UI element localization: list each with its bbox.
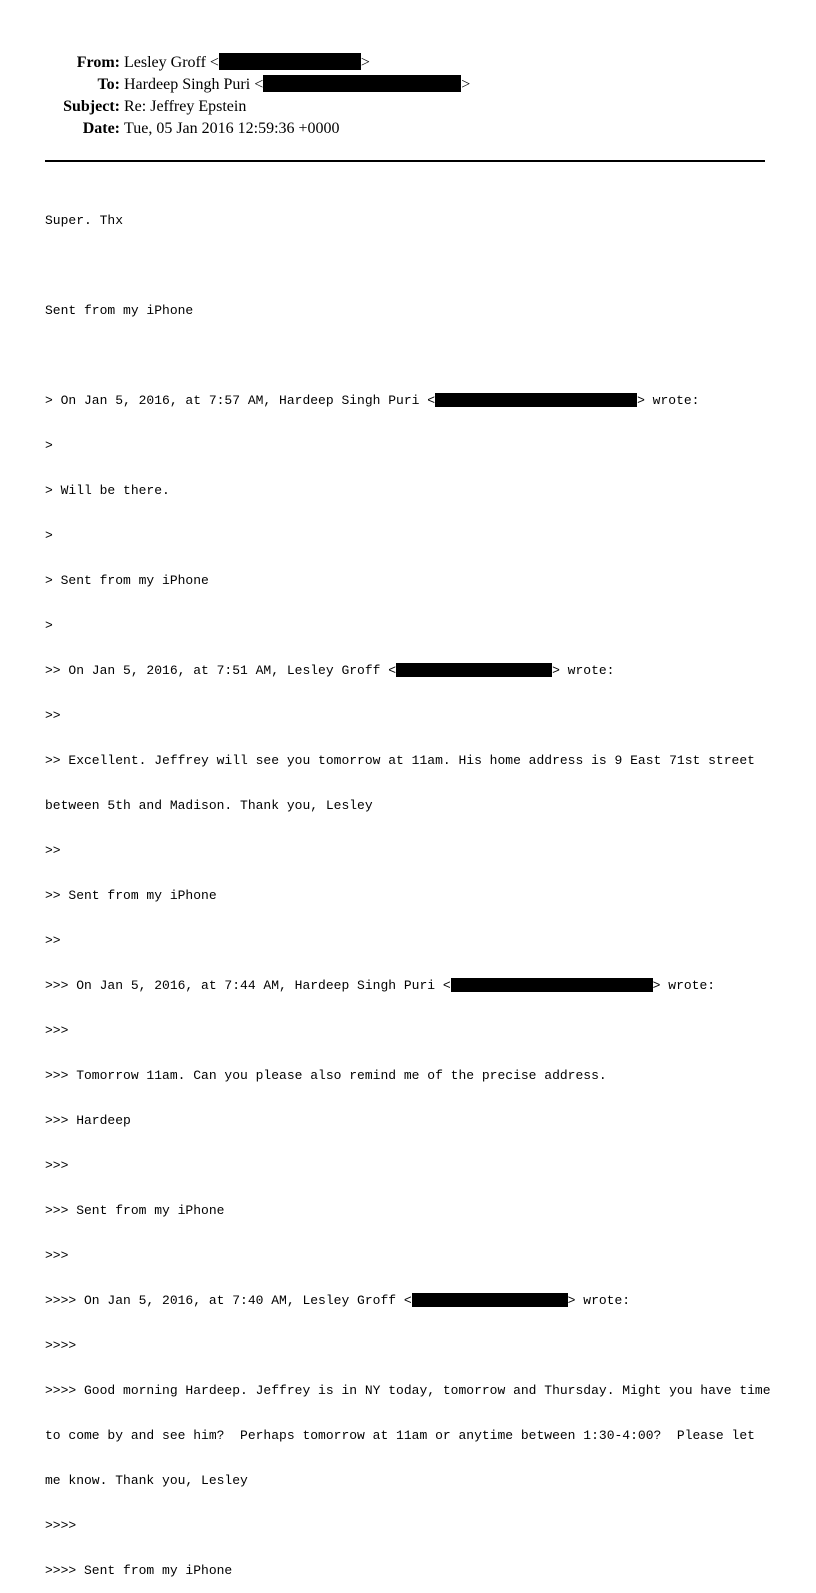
quote-header-wrote: > wrote:	[652, 978, 716, 993]
date-label: Date:	[82, 120, 120, 137]
body-line: >>	[45, 708, 61, 723]
header-divider	[45, 160, 765, 162]
to-name: Hardeep Singh Puri <	[124, 76, 264, 93]
body-line: >>> Hardeep	[45, 1113, 131, 1128]
quote-header-line	[45, 663, 775, 678]
body-line: >>> Sent from my iPhone	[45, 1203, 225, 1218]
body-line: >>>> Good morning Hardeep. Jeffrey is in NY today, tomorrow and Thursday. Might you have time	[45, 1383, 771, 1398]
body-line: >>>	[45, 1158, 69, 1173]
body-line: >	[45, 528, 53, 543]
body-line: to come by and see him? Perhaps tomorrow at 11am or anytime between 1:30-4:00? Please let	[45, 1428, 755, 1443]
body-line: > Will be there.	[45, 483, 170, 498]
body-line: >>>> Sent from my iPhone	[45, 1563, 233, 1578]
body-line: >>>	[45, 1023, 69, 1038]
body-line: Sent from my iPhone	[45, 303, 194, 318]
to-row	[0, 74, 816, 96]
from-label: From:	[76, 54, 120, 71]
from-row	[0, 52, 816, 74]
email-header	[0, 52, 816, 140]
body-line: >>>>	[45, 1338, 77, 1353]
body-line: >>> Tomorrow 11am. Can you please also remind me of the precise address.	[45, 1068, 607, 1083]
body-line: >> Sent from my iPhone	[45, 888, 217, 903]
quote-header-text: >> On Jan 5, 2016, at 7:51 AM, Lesley Groff <	[45, 663, 397, 678]
body-line: between 5th and Madison. Thank you, Lesley	[45, 798, 373, 813]
body-line: >>	[45, 843, 61, 858]
redaction-box	[412, 1293, 568, 1307]
body-line: >	[45, 438, 53, 453]
body-line: >>>>	[45, 1518, 77, 1533]
redaction-box	[219, 53, 361, 70]
body-line: >>	[45, 933, 61, 948]
from-name: Lesley Groff <	[124, 54, 219, 71]
body-line-blank	[45, 258, 775, 273]
quote-header-wrote: > wrote:	[637, 393, 700, 408]
redaction-box	[435, 393, 637, 407]
quote-header-line	[45, 978, 775, 993]
body-line: me know. Thank you, Lesley	[45, 1473, 248, 1488]
quote-header-text: > On Jan 5, 2016, at 7:57 AM, Hardeep Singh Puri <	[45, 393, 436, 408]
email-body	[45, 183, 775, 1593]
body-line: >>>	[45, 1248, 69, 1263]
date-row	[0, 118, 816, 140]
subject-label: Subject:	[63, 98, 120, 115]
date-value: Tue, 05 Jan 2016 12:59:36 +0000	[124, 120, 340, 137]
quote-header-line	[45, 1293, 775, 1308]
body-line-blank	[45, 348, 775, 363]
quote-header-wrote: > wrote:	[552, 663, 615, 678]
subject-row	[0, 96, 816, 118]
to-label: To:	[97, 76, 120, 93]
from-close: >	[360, 54, 370, 71]
body-line: >	[45, 618, 53, 633]
to-close: >	[461, 76, 471, 93]
quote-header-text: >>> On Jan 5, 2016, at 7:44 AM, Hardeep Singh Puri <	[45, 978, 451, 993]
redaction-box	[396, 663, 552, 677]
to-value	[124, 74, 470, 96]
body-line: >> Excellent. Jeffrey will see you tomorrow at 11am. His home address is 9 East 71st street	[45, 753, 755, 768]
quote-header-wrote: > wrote:	[567, 1293, 631, 1308]
redaction-box	[263, 75, 461, 92]
quote-header-text: >>>> On Jan 5, 2016, at 7:40 AM, Lesley Groff <	[45, 1293, 412, 1308]
body-line: > Sent from my iPhone	[45, 573, 209, 588]
body-line: Super. Thx	[45, 213, 124, 228]
from-value	[124, 52, 370, 74]
subject-value: Re: Jeffrey Epstein	[124, 98, 247, 115]
quote-header-line	[45, 393, 775, 408]
redaction-box	[451, 978, 653, 992]
